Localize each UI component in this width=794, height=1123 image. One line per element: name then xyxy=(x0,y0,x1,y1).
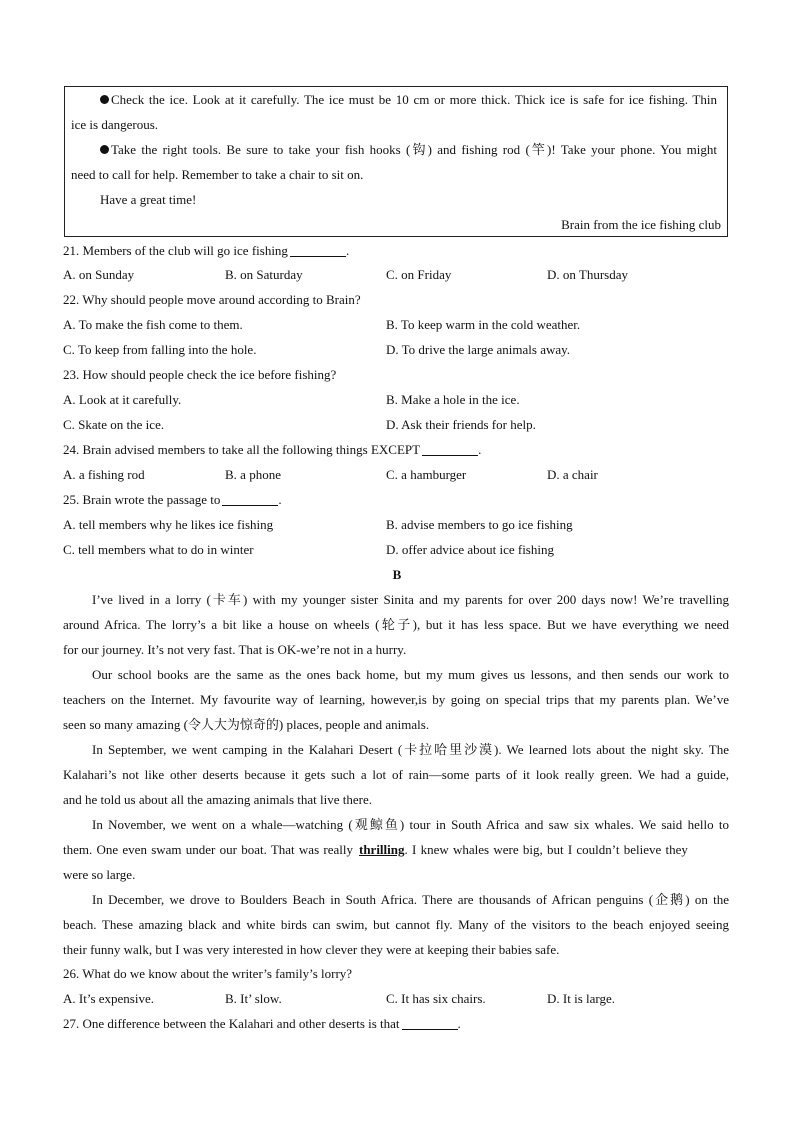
question-24: 24. Brain advised members to take all the following things EXCEPT . xyxy=(63,442,482,457)
option-21b: B. on Saturday xyxy=(225,267,303,282)
option-26d: D. It is large. xyxy=(547,991,615,1006)
question-22: 22. Why should people move around according to Brain? xyxy=(63,292,361,307)
option-23d: D. Ask their friends for help. xyxy=(386,417,536,432)
passage-line: were so large. xyxy=(63,867,136,882)
passage-line: beach. These amazing black and white birds can swim, but cannot fly. Many of the visitors to the beach enjoyed seeing xyxy=(63,917,729,932)
notice-signature: Brain from the ice fishing club xyxy=(561,217,721,232)
option-24b: B. a phone xyxy=(225,467,281,482)
option-25c: C. tell members what to do in winter xyxy=(63,542,254,557)
option-22c: C. To keep from falling into the hole. xyxy=(63,342,257,357)
question-21: 21. Members of the club will go ice fishing . xyxy=(63,243,350,258)
bullet-icon xyxy=(100,145,109,154)
notice-tip-2: Take the right tools. Be sure to take your fish hooks (钩) and fishing rod (竿)! Take your phone. You might xyxy=(100,142,721,158)
section-heading: B xyxy=(392,567,402,582)
option-24d: D. a chair xyxy=(547,467,598,482)
option-23c: C. Skate on the ice. xyxy=(63,417,165,432)
option-24a: A. a fishing rod xyxy=(63,467,145,482)
answer-blank xyxy=(422,444,478,456)
passage-line: their funny walk, but I was very interested in how clever they were at keeping their babies safe. xyxy=(63,942,560,957)
option-23b: B. Make a hole in the ice. xyxy=(386,392,520,407)
answer-blank xyxy=(402,1018,458,1030)
passage-line: and he told us about all the amazing animals that live there. xyxy=(63,792,373,807)
option-21d: D. on Thursday xyxy=(547,267,629,282)
highlighted-word: thrilling xyxy=(358,842,405,857)
option-24c: C. a hamburger xyxy=(386,467,467,482)
answer-blank xyxy=(290,245,346,257)
option-26a: A. It’s expensive. xyxy=(63,991,154,1006)
bullet-icon xyxy=(100,95,109,104)
notice-tip-2-cont: need to call for help. Remember to take a chair to sit on. xyxy=(71,167,364,182)
question-26: 26. What do we know about the writer’s family’s lorry? xyxy=(63,966,353,981)
question-25: 25. Brain wrote the passage to . xyxy=(63,492,282,507)
option-25b: B. advise members to go ice fishing xyxy=(386,517,573,532)
passage-line: Kalahari’s not like other deserts because it gets such a lot of rain—some parts of it look really green. We had a guide, xyxy=(63,767,729,782)
passage-line: them. One even swam under our boat. That was really thrilling . I knew whales were big, but I couldn’t believe they xyxy=(63,842,688,857)
option-23a: A. Look at it carefully. xyxy=(63,392,182,407)
passage-line: around Africa. The lorry’s a bit like a house on wheels (轮子), but it has less space. But we have everything we need xyxy=(63,617,729,632)
option-22d: D. To drive the large animals away. xyxy=(386,342,571,357)
passage-line: teachers on the Internet. My favourite way of learning, however,is by going on special trips that my parents plan. We’ve xyxy=(63,692,729,707)
option-22a: A. To make the fish come to them. xyxy=(63,317,243,332)
passage-line: In November, we went on a whale—watching (观鲸鱼) tour in South Africa and saw six whales. We said hello to xyxy=(92,817,729,832)
passage-line: In September, we went camping in the Kalahari Desert (卡拉哈里沙漠). We learned lots about the night sky. The xyxy=(92,742,729,757)
answer-blank xyxy=(222,494,278,506)
option-25a: A. tell members why he likes ice fishing xyxy=(63,517,274,532)
option-21a: A. on Sunday xyxy=(63,267,135,282)
notice-box xyxy=(64,86,728,237)
passage-line: seen so many amazing (令人大为惊奇的) places, people and animals. xyxy=(63,717,430,732)
passage-line: I’ve lived in a lorry (卡车) with my younger sister Sinita and my parents for over 200 days now! We’re travelling xyxy=(92,592,729,607)
passage-line: Our school books are the same as the ones back home, but my mum gives us lessons, and then sends our work to xyxy=(92,667,729,682)
notice-closing: Have a great time! xyxy=(100,192,197,207)
option-22b: B. To keep warm in the cold weather. xyxy=(386,317,581,332)
option-26c: C. It has six chairs. xyxy=(386,991,486,1006)
option-21c: C. on Friday xyxy=(386,267,452,282)
notice-tip-1-cont: ice is dangerous. xyxy=(71,117,159,132)
option-25d: D. offer advice about ice fishing xyxy=(386,542,554,557)
notice-tip-1: Check the ice. Look at it carefully. The ice must be 10 cm or more thick. Thick ice is safe for ice fishing. Thin xyxy=(100,92,721,108)
question-23: 23. How should people check the ice before fishing? xyxy=(63,367,337,382)
passage-line: for our journey. It’s not very fast. That is OK-we’re not in a hurry. xyxy=(63,642,407,657)
passage-line: In December, we drove to Boulders Beach in South Africa. There are thousands of African penguins (企鹅) on the xyxy=(92,892,729,907)
question-27: 27. One difference between the Kalahari and other deserts is that . xyxy=(63,1016,461,1031)
option-26b: B. It’ slow. xyxy=(225,991,282,1006)
